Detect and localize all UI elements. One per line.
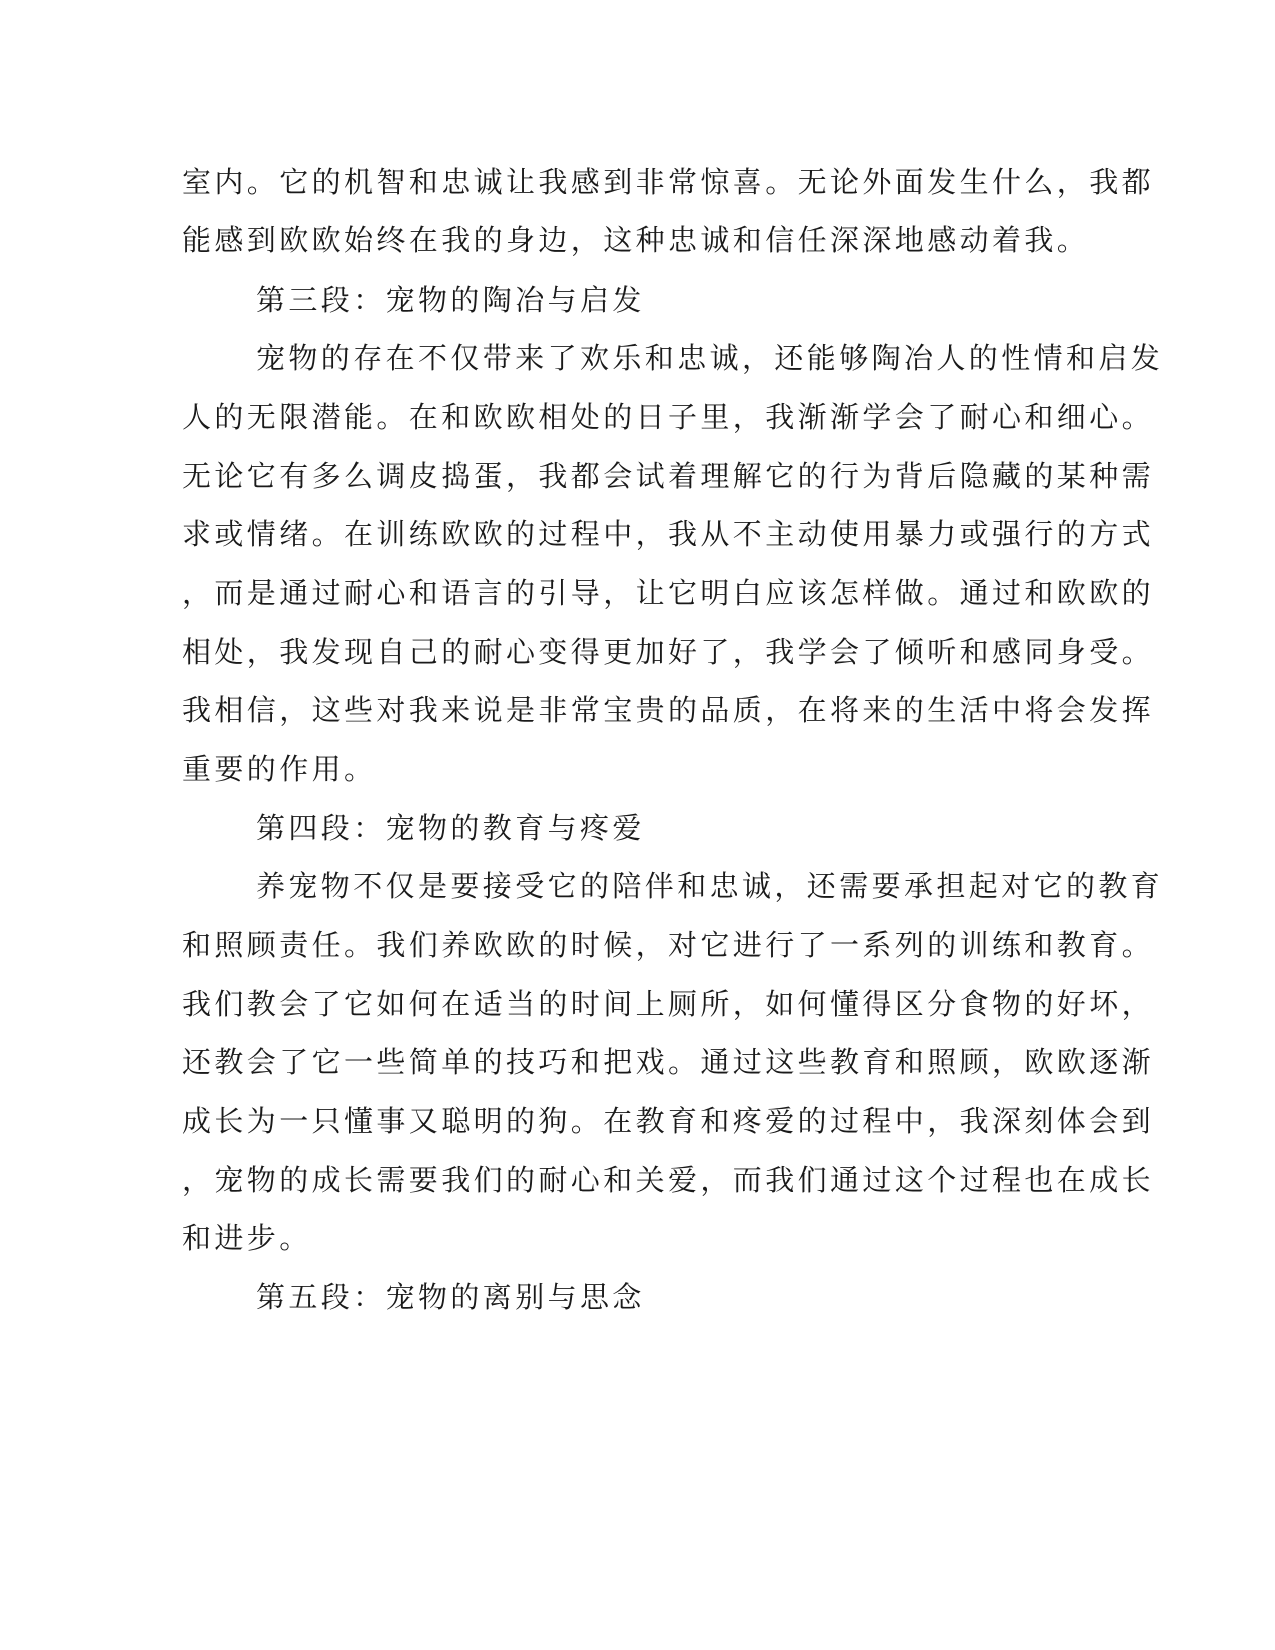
paragraph-four-start: 养宠物不仅是要接受它的陪伴和忠诚，还需要承担起对它的教育	[256, 869, 1164, 903]
text-line-18: ，宠物的成长需要我们的耐心和关爱，而我们通过这个过程也在成长	[182, 1163, 1155, 1197]
text-line-2: 能感到欧欧始终在我的身边，这种忠诚和信任深深地感动着我。	[182, 223, 1090, 257]
text-line-14: 和照顾责任。我们养欧欧的时候，对它进行了一系列的训练和教育。	[182, 928, 1155, 962]
text-line-9: 相处，我发现自己的耐心变得更加好了，我学会了倾听和感同身受。	[182, 635, 1155, 669]
section-heading-four: 第四段：宠物的教育与疼爱	[256, 811, 645, 845]
text-line-15: 我们教会了它如何在适当的时间上厕所，如何懂得区分食物的好坏，	[182, 987, 1155, 1021]
text-line-11: 重要的作用。	[182, 752, 377, 786]
section-heading-three: 第三段：宠物的陶冶与启发	[256, 283, 645, 317]
text-line-6: 无论它有多么调皮捣蛋，我都会试着理解它的行为背后隐藏的某种需	[182, 459, 1155, 493]
text-line-7: 求或情绪。在训练欧欧的过程中，我从不主动使用暴力或强行的方式	[182, 517, 1155, 551]
text-line-5: 人的无限潜能。在和欧欧相处的日子里，我渐渐学会了耐心和细心。	[182, 400, 1155, 434]
text-line-8: ，而是通过耐心和语言的引导，让它明白应该怎样做。通过和欧欧的	[182, 576, 1155, 610]
paragraph-three-start: 宠物的存在不仅带来了欢乐和忠诚，还能够陶冶人的性情和启发	[256, 341, 1164, 375]
text-line-1: 室内。它的机智和忠诚让我感到非常惊喜。无论外面发生什么，我都	[182, 165, 1155, 199]
section-heading-five: 第五段：宠物的离别与思念	[256, 1280, 645, 1314]
text-line-19: 和进步。	[182, 1221, 312, 1255]
text-line-10: 我相信，这些对我来说是非常宝贵的品质，在将来的生活中将会发挥	[182, 693, 1155, 727]
text-line-17: 成长为一只懂事又聪明的狗。在教育和疼爱的过程中，我深刻体会到	[182, 1104, 1155, 1138]
text-line-16: 还教会了它一些简单的技巧和把戏。通过这些教育和照顾，欧欧逐渐	[182, 1045, 1155, 1079]
